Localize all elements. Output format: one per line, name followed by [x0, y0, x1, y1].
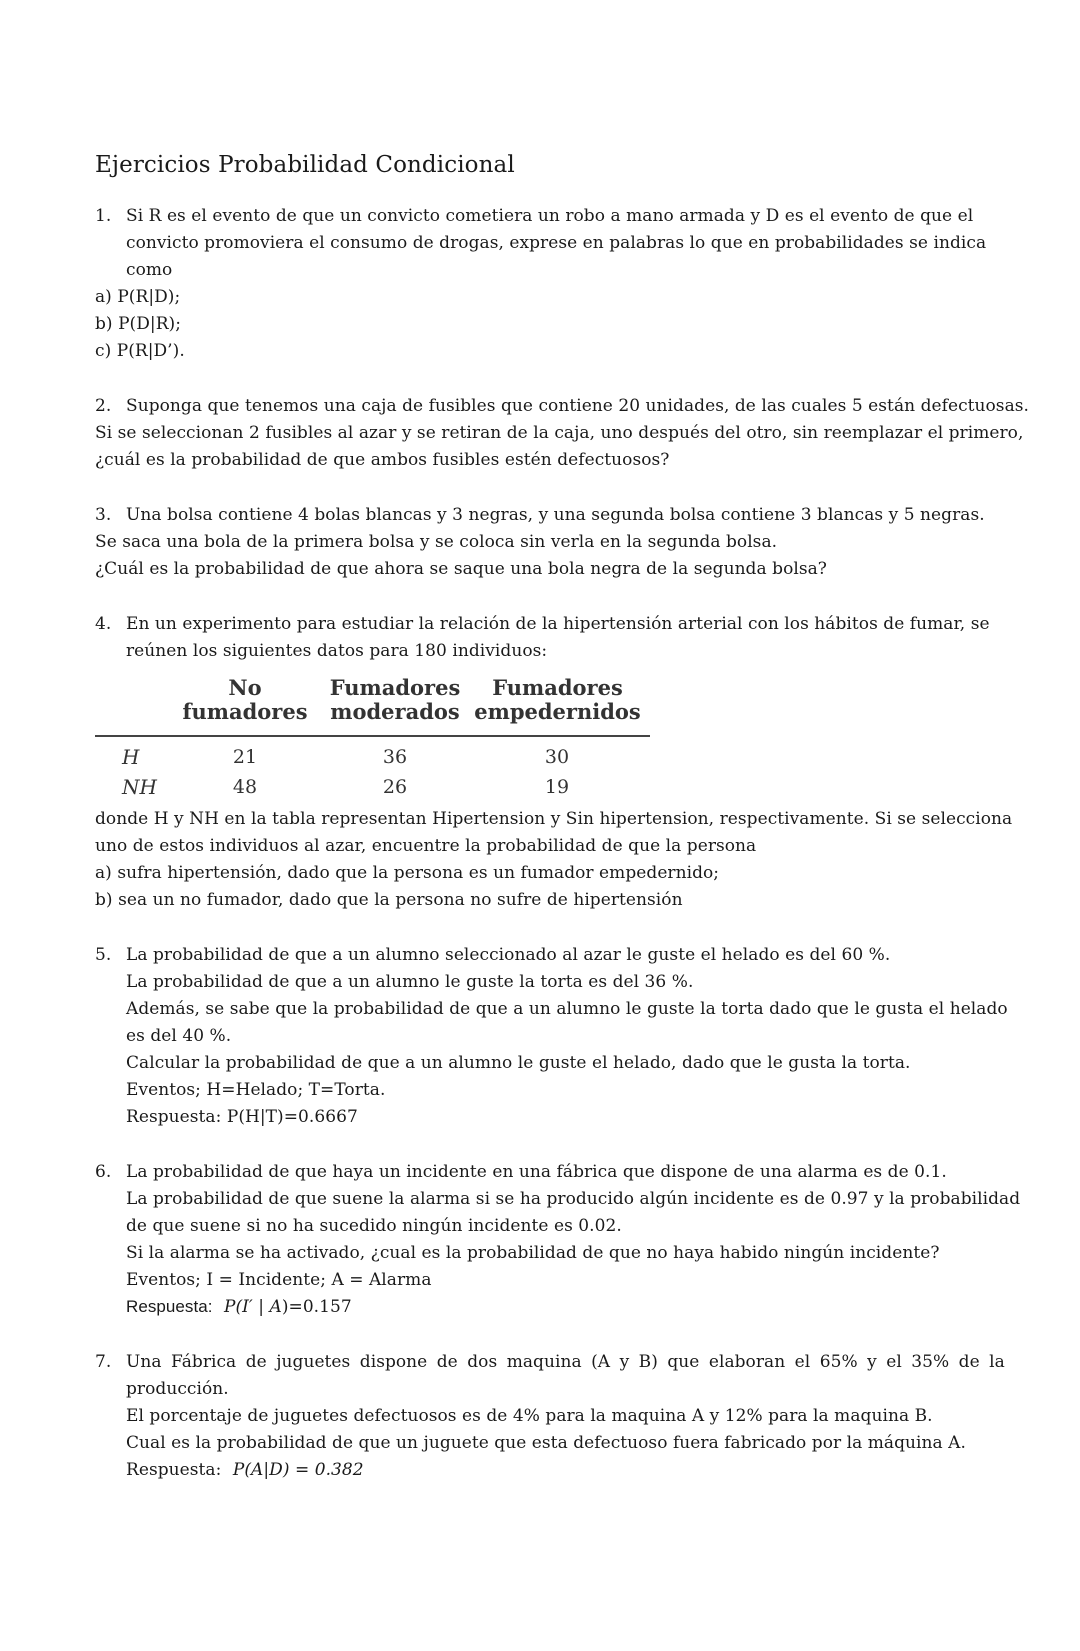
question-item: b) P(D|R);	[95, 314, 182, 334]
question-number: 6.	[95, 1162, 112, 1182]
header-line: Fumadores	[329, 675, 461, 700]
question-text-line: uno de estos individuos al azar, encuentre la probabilidad de que la persona	[95, 836, 757, 856]
header-line: No	[228, 675, 262, 700]
question-text-line: convicto promoviera el consumo de drogas, exprese en palabras lo que en probabilidades se indica	[126, 233, 987, 253]
answer-p: P(	[223, 1297, 243, 1317]
question-text-line: Si la alarma se ha activado, ¿cual es la probabilidad de que no haya habido ningún incidente?	[126, 1243, 940, 1263]
answer-expression	[224, 1297, 352, 1317]
question-item: a) sufra hipertensión, dado que la persona es un fumador empedernido;	[95, 863, 720, 883]
answer-line	[126, 1460, 364, 1480]
table-header-fumadores-moderados	[325, 676, 465, 724]
question-item: c) P(R|D’).	[95, 341, 185, 361]
question-number: 2.	[95, 396, 112, 416]
question-text-line: reúnen los siguientes datos para 180 individuos:	[126, 641, 548, 661]
question-number: 5.	[95, 945, 112, 965]
question-number: 7.	[95, 1352, 112, 1372]
row-label: H	[122, 745, 140, 769]
question-text-line: como	[126, 260, 173, 280]
question-text-line: Se saca una bola de la primera bolsa y se coloca sin verla en la segunda bolsa.	[95, 532, 778, 552]
question-text-line: Cual es la probabilidad de que un juguete que esta defectuoso fuera fabricado por la máquina A.	[126, 1433, 966, 1453]
header-line: empedernidos	[474, 699, 641, 724]
row-label: NH	[122, 775, 157, 799]
answer-line	[126, 1297, 352, 1317]
header-line: moderados	[330, 699, 460, 724]
question-text-line: es del 40 %.	[126, 1026, 232, 1046]
question-text-line: En un experimento para estudiar la relación de la hipertensión arterial con los hábitos de fumar, se	[126, 614, 990, 634]
question-text-line: El porcentaje de juguetes defectuosos es de 4% para la maquina A y 12% para la maquina B.	[126, 1406, 933, 1426]
answer-a: A	[269, 1297, 282, 1317]
table-rule	[95, 735, 650, 737]
question-text-line: Una Fábrica de juguetes dispone de dos maquina (A y B) que elaboran el 65% y el 35% de la	[126, 1352, 1005, 1372]
question-text-line: La probabilidad de que haya un incidente en una fábrica que dispone de una alarma es de 0.1.	[126, 1162, 947, 1182]
answer-label: Respuesta:	[126, 1297, 213, 1316]
answer-bar: |	[252, 1297, 270, 1317]
question-number: 1.	[95, 206, 112, 226]
answer-label: Respuesta:	[126, 1460, 222, 1480]
question-text-line: La probabilidad de que a un alumno le guste la torta es del 36 %.	[126, 972, 694, 992]
header-line: Fumadores	[492, 675, 623, 700]
table-header-fumadores-empedernidos	[470, 676, 645, 724]
question-number: 4.	[95, 614, 112, 634]
question-text-line: Si se seleccionan 2 fusibles al azar y se retiran de la caja, uno después del otro, sin reemplazar el primero,	[95, 423, 1024, 443]
table-header-no-fumadores	[175, 676, 315, 724]
question-text-line: Eventos; I = Incidente; A = Alarma	[126, 1270, 432, 1290]
question-text-line: La probabilidad de que suene la alarma si se ha producido algún incidente es de 0.97 y la probabilidad	[126, 1189, 1021, 1209]
table-cell: 19	[544, 776, 570, 798]
question-text-line: Suponga que tenemos una caja de fusibles que contiene 20 unidades, de las cuales 5 están defectuosas.	[126, 396, 1029, 416]
answer-value: )=0.157	[281, 1297, 352, 1317]
answer-line: Respuesta: P(H|T)=0.6667	[126, 1107, 358, 1127]
question-text-line: Además, se sabe que la probabilidad de que a un alumno le guste la torta dado que le gusta el helado	[126, 999, 1008, 1019]
answer-expression: P(A|D) = 0.382	[232, 1460, 364, 1480]
table-cell: 48	[232, 776, 258, 798]
question-text-line: ¿Cuál es la probabilidad de que ahora se saque una bola negra de la segunda bolsa?	[95, 559, 827, 579]
answer-i-complement: I′	[242, 1297, 253, 1317]
question-text-line: donde H y NH en la tabla representan Hipertension y Sin hipertension, respectivamente. Si se selecciona	[95, 809, 1013, 829]
question-number: 3.	[95, 505, 112, 525]
table-cell: 21	[232, 746, 258, 768]
page-title: Ejercicios Probabilidad Condicional	[95, 152, 515, 178]
question-text-line: Si R es el evento de que un convicto cometiera un robo a mano armada y D es el evento de que el	[126, 206, 974, 226]
question-text-line: de que suene si no ha sucedido ningún incidente es 0.02.	[126, 1216, 622, 1236]
table-cell: 36	[382, 746, 408, 768]
question-item: a) P(R|D);	[95, 287, 181, 307]
table-cell: 26	[382, 776, 408, 798]
table-cell: 30	[544, 746, 570, 768]
question-text-line: La probabilidad de que a un alumno seleccionado al azar le guste el helado es del 60 %.	[126, 945, 891, 965]
question-text-line: producción.	[126, 1379, 229, 1399]
question-text-line: Eventos; H=Helado; T=Torta.	[126, 1080, 386, 1100]
question-item: b) sea un no fumador, dado que la persona no sufre de hipertensión	[95, 890, 683, 910]
question-text-line: ¿cuál es la probabilidad de que ambos fusibles estén defectuosos?	[95, 450, 670, 470]
header-line: fumadores	[182, 699, 308, 724]
question-text-line: Una bolsa contiene 4 bolas blancas y 3 negras, y una segunda bolsa contiene 3 blancas y 5 negras.	[126, 505, 985, 525]
question-text-line: Calcular la probabilidad de que a un alumno le guste el helado, dado que le gusta la torta.	[126, 1053, 911, 1073]
